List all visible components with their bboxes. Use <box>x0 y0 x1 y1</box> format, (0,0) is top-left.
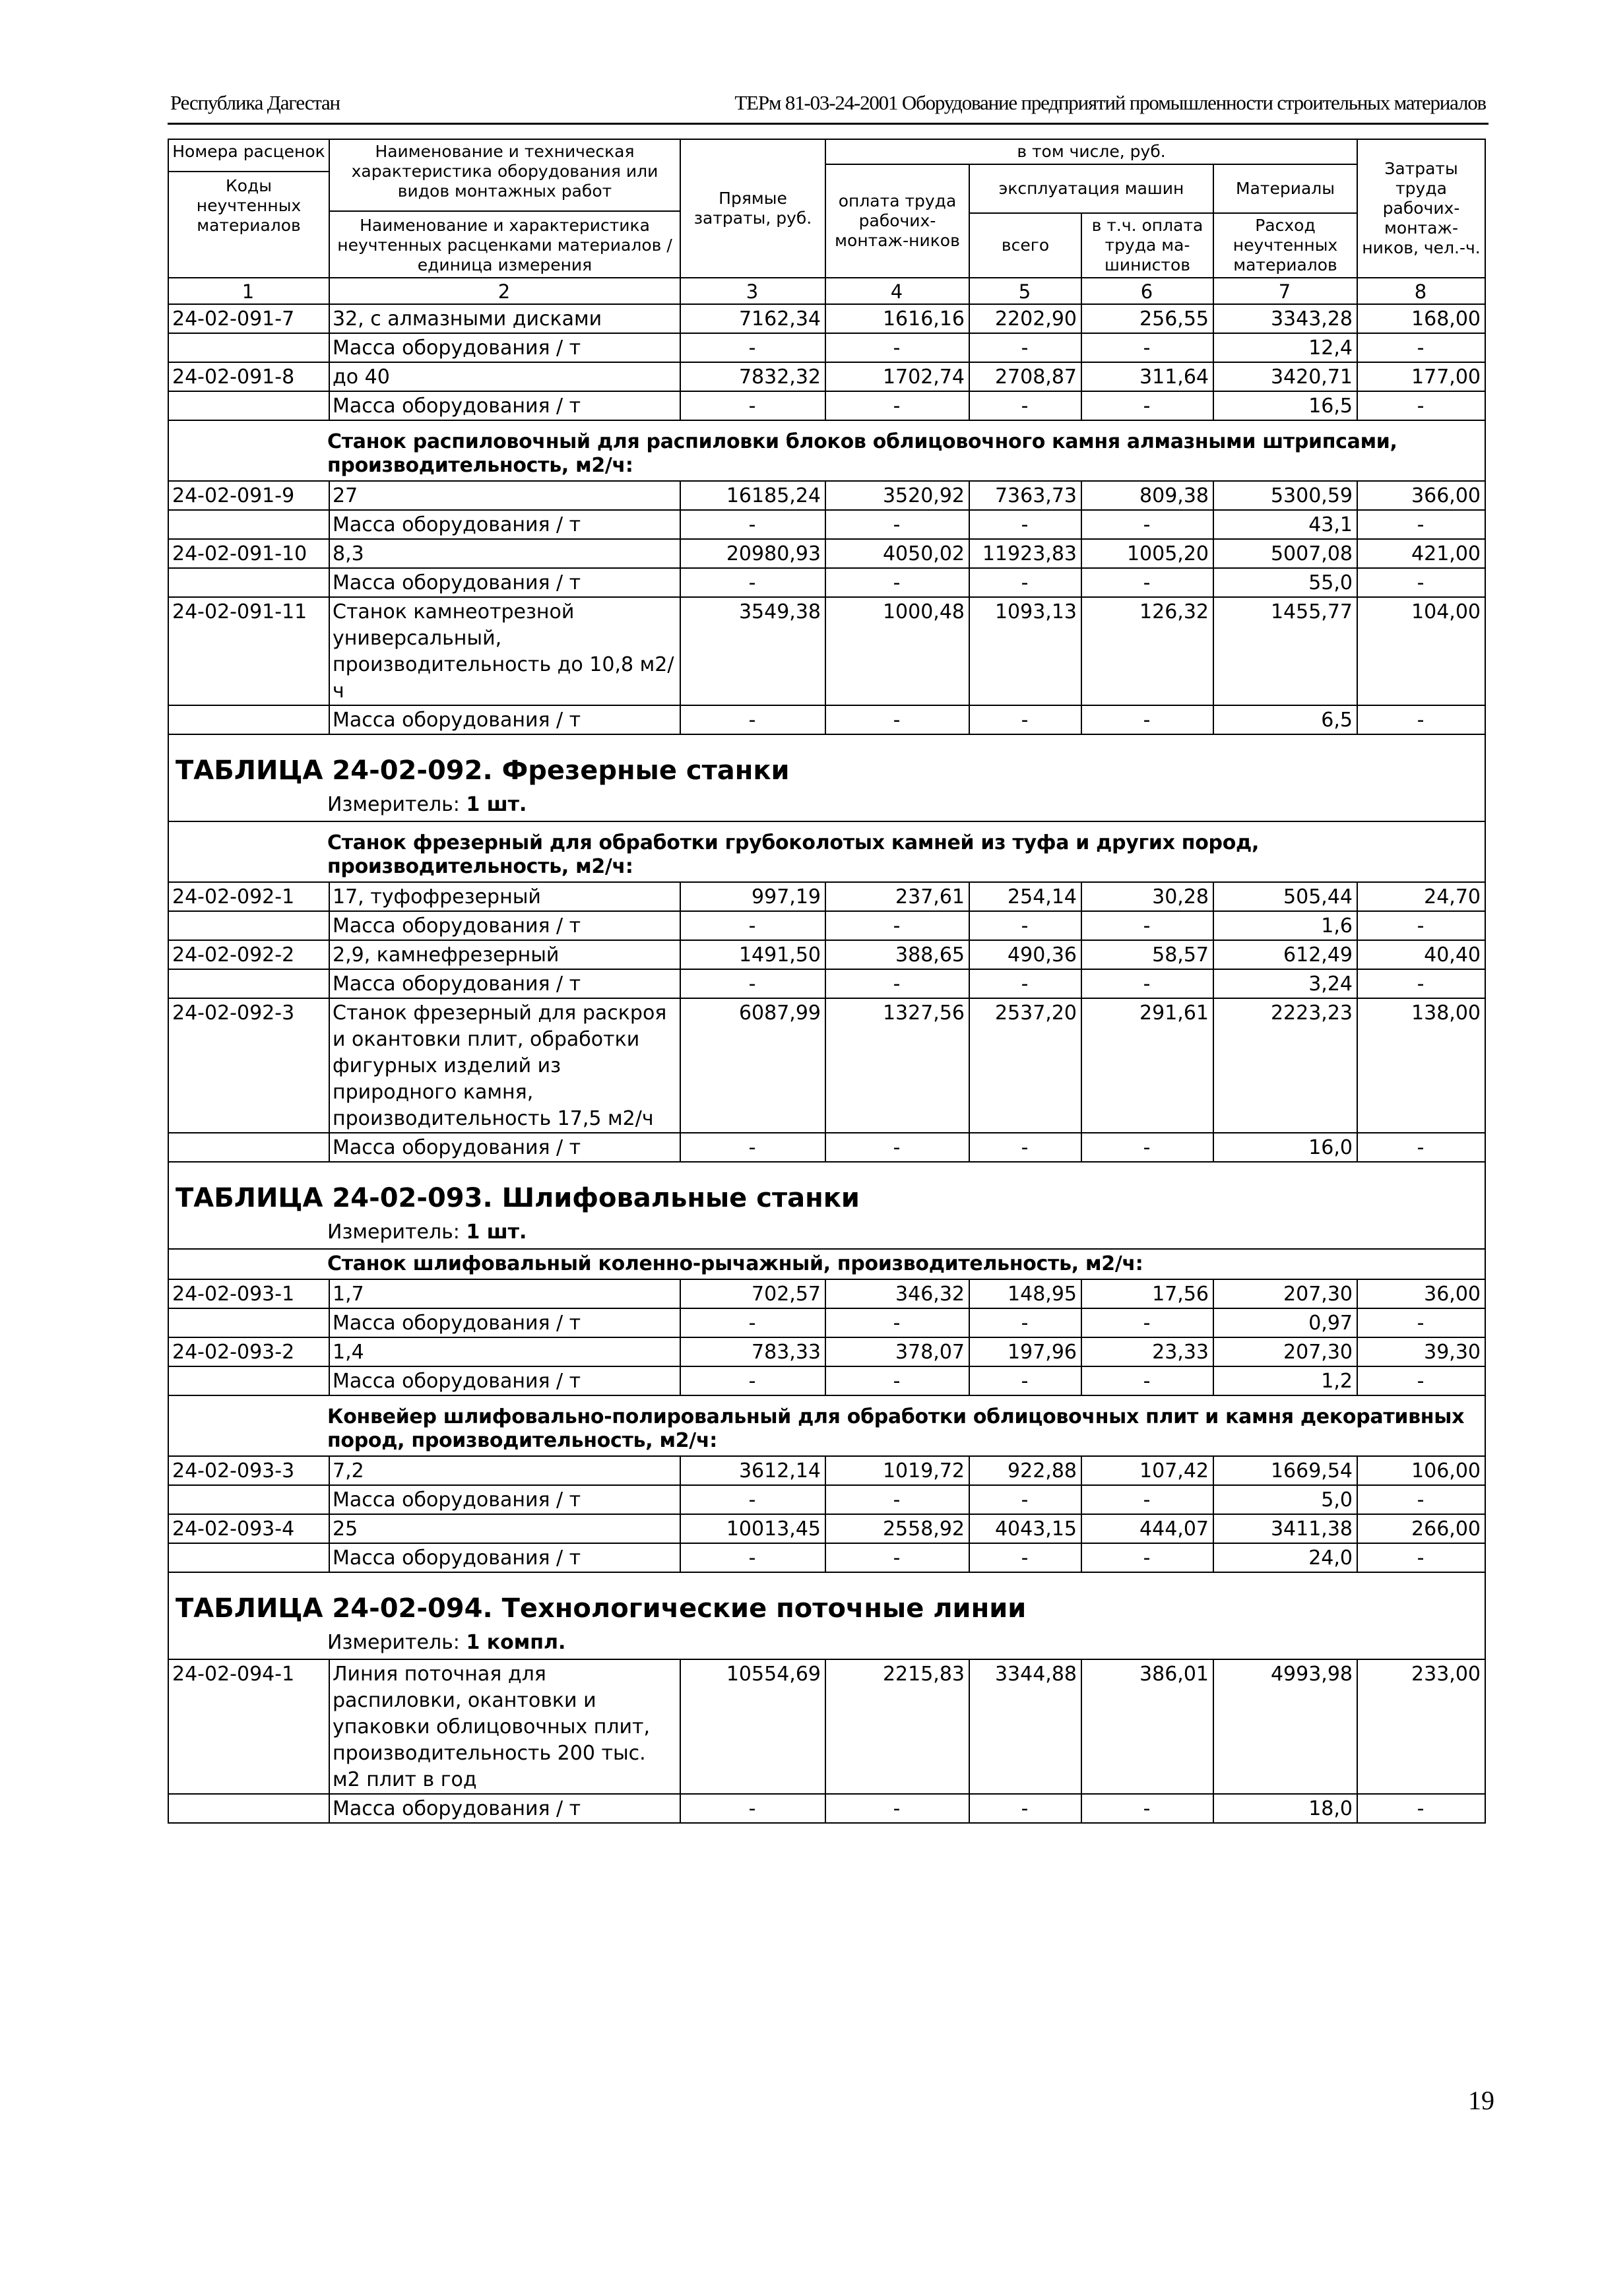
col1-header <box>168 139 329 278</box>
rate-code: 24-02-092-1 <box>168 882 329 911</box>
col1-header-bottom: Коды неучтенных материалов <box>196 176 302 235</box>
unit-value: 1 компл. <box>466 1631 566 1654</box>
dash-cell: - <box>680 969 825 998</box>
table-row <box>168 362 1485 391</box>
materials-cost: 3343,28 <box>1213 304 1357 333</box>
group-heading: Станок распиловочный для распиловки блоков облицовочного камня алмазными штрипсами, производительность, м2/ч: <box>168 420 1485 481</box>
empty-cell <box>168 1308 329 1337</box>
labor-hours: 24,70 <box>1357 882 1485 911</box>
mass-value: 1,6 <box>1213 911 1357 940</box>
header-divider <box>169 171 329 172</box>
dash-cell: - <box>680 1308 825 1337</box>
machine-cost: 3344,88 <box>969 1659 1081 1794</box>
labor-hours: 233,00 <box>1357 1659 1485 1794</box>
rate-name: 7,2 <box>329 1456 680 1485</box>
rate-name: 17, туфофрезерный <box>329 882 680 911</box>
labor-cost: 1019,72 <box>825 1456 969 1485</box>
mass-label: Масса оборудования / т <box>329 1366 680 1395</box>
dash-cell: - <box>969 391 1081 420</box>
rate-code: 24-02-092-2 <box>168 940 329 969</box>
col2-header-top: Наименование и техническая характеристика оборудования или видов монтажных работ <box>351 142 658 201</box>
table-title-cell <box>168 1162 1485 1249</box>
dash-cell: - <box>1081 1794 1213 1823</box>
unit-value: 1 шт. <box>466 1221 527 1244</box>
dash-cell: - <box>825 510 969 539</box>
group-heading: Конвейер шлифовально-полировальный для обработки облицовочных плит и камня декоративных пород, производительность, м2/ч: <box>168 1395 1485 1456</box>
dash-cell: - <box>969 1485 1081 1514</box>
labor-cost: 4050,02 <box>825 539 969 568</box>
table-row <box>168 998 1485 1133</box>
empty-cell <box>168 969 329 998</box>
empty-cell <box>168 1543 329 1572</box>
running-header-title: ТЕРм 81-03-24-2001 Оборудование предприятий промышленности строительных материалов <box>734 91 1486 114</box>
mass-label: Масса оборудования / т <box>329 333 680 362</box>
group-row <box>168 420 1485 481</box>
machine-cost: 1093,13 <box>969 597 1081 705</box>
dash-cell: - <box>969 1133 1081 1162</box>
dash-cell: - <box>680 1485 825 1514</box>
rate-name: Линия поточная для распиловки, окантовки и упаковки облицовочных плит, производительность 200 тыс. м2 плит в год <box>329 1659 680 1794</box>
rate-code: 24-02-091-10 <box>168 539 329 568</box>
dash-cell: - <box>1357 705 1485 734</box>
mass-row <box>168 1543 1485 1572</box>
column-number: 2 <box>329 278 680 304</box>
rate-code: 24-02-091-7 <box>168 304 329 333</box>
machine-cost: 254,14 <box>969 882 1081 911</box>
rate-name: 25 <box>329 1514 680 1543</box>
mass-value: 1,2 <box>1213 1366 1357 1395</box>
table-title-cell <box>168 734 1485 821</box>
dash-cell: - <box>680 1794 825 1823</box>
header-divider <box>330 210 680 212</box>
group-heading: Станок фрезерный для обработки грубоколотых камней из туфа и других пород, производительность, м2/ч: <box>168 821 1485 882</box>
direct-cost: 10013,45 <box>680 1514 825 1543</box>
unit-value: 1 шт. <box>466 793 527 816</box>
rate-code: 24-02-092-3 <box>168 998 329 1133</box>
running-header-region: Республика Дагестан <box>170 91 340 114</box>
dash-cell: - <box>1081 1133 1213 1162</box>
machine-cost: 197,96 <box>969 1337 1081 1366</box>
direct-cost: 16185,24 <box>680 481 825 510</box>
labor-hours: 168,00 <box>1357 304 1485 333</box>
mass-row <box>168 333 1485 362</box>
including-header: в том числе, руб. <box>825 139 1357 164</box>
dash-cell: - <box>1081 333 1213 362</box>
column-number: 4 <box>825 278 969 304</box>
table-unit <box>176 1630 1481 1656</box>
dash-cell: - <box>680 1133 825 1162</box>
dash-cell: - <box>1081 1543 1213 1572</box>
unit-label: Измеритель: <box>327 1631 460 1654</box>
col6-header: в т.ч. оплата труда ма-шинистов <box>1081 213 1213 278</box>
dash-cell: - <box>825 568 969 597</box>
direct-cost: 1491,50 <box>680 940 825 969</box>
mass-label: Масса оборудования / т <box>329 510 680 539</box>
materials-cost: 1455,77 <box>1213 597 1357 705</box>
table-header-row <box>168 139 1485 164</box>
mass-label: Масса оборудования / т <box>329 1133 680 1162</box>
dash-cell: - <box>825 333 969 362</box>
table-row <box>168 304 1485 333</box>
dash-cell: - <box>1081 1308 1213 1337</box>
dash-cell: - <box>969 705 1081 734</box>
mass-row <box>168 969 1485 998</box>
mass-value: 0,97 <box>1213 1308 1357 1337</box>
dash-cell: - <box>680 1366 825 1395</box>
dash-cell: - <box>1357 1308 1485 1337</box>
mass-value: 24,0 <box>1213 1543 1357 1572</box>
direct-cost: 6087,99 <box>680 998 825 1133</box>
dash-cell: - <box>825 1308 969 1337</box>
machinist-labor-cost: 444,07 <box>1081 1514 1213 1543</box>
column-number: 7 <box>1213 278 1357 304</box>
rate-name: 2,9, камнефрезерный <box>329 940 680 969</box>
labor-hours: 266,00 <box>1357 1514 1485 1543</box>
rate-name: Станок камнеотрезной универсальный, производительность до 10,8 м2/ч <box>329 597 680 705</box>
dash-cell: - <box>680 510 825 539</box>
machine-cost: 490,36 <box>969 940 1081 969</box>
col8-header: Затраты труда рабочих-монтаж-ников, чел.-ч. <box>1357 139 1485 278</box>
labor-cost: 1616,16 <box>825 304 969 333</box>
dash-cell: - <box>1357 1543 1485 1572</box>
labor-cost: 346,32 <box>825 1279 969 1308</box>
header-rule <box>168 123 1489 125</box>
empty-cell <box>168 333 329 362</box>
labor-cost: 1702,74 <box>825 362 969 391</box>
dash-cell: - <box>1357 1794 1485 1823</box>
table-row <box>168 1659 1485 1794</box>
materials-header: Материалы <box>1213 164 1357 213</box>
machinist-labor-cost: 291,61 <box>1081 998 1213 1133</box>
dash-cell: - <box>969 333 1081 362</box>
materials-cost: 505,44 <box>1213 882 1357 911</box>
col2-header <box>329 139 680 278</box>
direct-cost: 20980,93 <box>680 539 825 568</box>
table-row <box>168 1337 1485 1366</box>
machinist-labor-cost: 386,01 <box>1081 1659 1213 1794</box>
dash-cell: - <box>680 391 825 420</box>
machinist-labor-cost: 1005,20 <box>1081 539 1213 568</box>
mass-row <box>168 911 1485 940</box>
machinist-labor-cost: 30,28 <box>1081 882 1213 911</box>
mass-label: Масса оборудования / т <box>329 911 680 940</box>
mass-row <box>168 391 1485 420</box>
materials-cost: 207,30 <box>1213 1337 1357 1366</box>
machinist-labor-cost: 311,64 <box>1081 362 1213 391</box>
rate-code: 24-02-093-3 <box>168 1456 329 1485</box>
materials-cost: 2223,23 <box>1213 998 1357 1133</box>
labor-cost: 1327,56 <box>825 998 969 1133</box>
dash-cell: - <box>680 1543 825 1572</box>
dash-cell: - <box>825 969 969 998</box>
dash-cell: - <box>1357 568 1485 597</box>
dash-cell: - <box>680 333 825 362</box>
labor-cost: 1000,48 <box>825 597 969 705</box>
rates-table <box>168 139 1486 1824</box>
empty-cell <box>168 391 329 420</box>
mass-value: 55,0 <box>1213 568 1357 597</box>
column-number: 5 <box>969 278 1081 304</box>
group-heading: Станок шлифовальный коленно-рычажный, производительность, м2/ч: <box>168 1249 1485 1279</box>
table-title: ТАБЛИЦА 24-02-094. Технологические поточные линии <box>176 1593 1027 1624</box>
empty-cell <box>168 510 329 539</box>
direct-cost: 7832,32 <box>680 362 825 391</box>
dash-cell: - <box>680 911 825 940</box>
labor-hours: 106,00 <box>1357 1456 1485 1485</box>
dash-cell: - <box>1357 911 1485 940</box>
empty-cell <box>168 568 329 597</box>
table-row <box>168 940 1485 969</box>
machinist-labor-cost: 256,55 <box>1081 304 1213 333</box>
rate-code: 24-02-094-1 <box>168 1659 329 1794</box>
labor-hours: 36,00 <box>1357 1279 1485 1308</box>
materials-cost: 1669,54 <box>1213 1456 1357 1485</box>
dash-cell: - <box>1081 1485 1213 1514</box>
machine-cost: 11923,83 <box>969 539 1081 568</box>
materials-cost: 5007,08 <box>1213 539 1357 568</box>
direct-cost: 10554,69 <box>680 1659 825 1794</box>
direct-cost: 702,57 <box>680 1279 825 1308</box>
rate-code: 24-02-093-2 <box>168 1337 329 1366</box>
dash-cell: - <box>1081 568 1213 597</box>
mass-row <box>168 568 1485 597</box>
mass-label: Масса оборудования / т <box>329 1543 680 1572</box>
empty-cell <box>168 1794 329 1823</box>
mass-label: Масса оборудования / т <box>329 969 680 998</box>
mass-label: Масса оборудования / т <box>329 1794 680 1823</box>
table-title-row <box>168 734 1485 821</box>
table-unit <box>176 1219 1481 1246</box>
table-title: ТАБЛИЦА 24-02-092. Фрезерные станки <box>176 755 790 786</box>
column-number: 8 <box>1357 278 1485 304</box>
dash-cell: - <box>1081 510 1213 539</box>
mass-row <box>168 1794 1485 1823</box>
dash-cell: - <box>1357 1366 1485 1395</box>
dash-cell: - <box>1081 705 1213 734</box>
rate-name: 8,3 <box>329 539 680 568</box>
materials-cost: 612,49 <box>1213 940 1357 969</box>
direct-cost: 7162,34 <box>680 304 825 333</box>
dash-cell: - <box>1357 969 1485 998</box>
direct-cost: 3612,14 <box>680 1456 825 1485</box>
dash-cell: - <box>969 568 1081 597</box>
labor-cost: 237,61 <box>825 882 969 911</box>
table-title-cell <box>168 1572 1485 1659</box>
empty-cell <box>168 1485 329 1514</box>
dash-cell: - <box>1081 391 1213 420</box>
rate-name: Станок фрезерный для раскроя и окантовки плит, обработки фигурных изделий из природного камня, производительность 17,5 м2/ч <box>329 998 680 1133</box>
dash-cell: - <box>969 1366 1081 1395</box>
mass-label: Масса оборудования / т <box>329 391 680 420</box>
materials-cost: 5300,59 <box>1213 481 1357 510</box>
labor-cost: 2215,83 <box>825 1659 969 1794</box>
dash-cell: - <box>1081 1366 1213 1395</box>
mass-row <box>168 510 1485 539</box>
table-row <box>168 597 1485 705</box>
unit-label: Измеритель: <box>327 793 460 816</box>
mass-value: 6,5 <box>1213 705 1357 734</box>
table-title: ТАБЛИЦА 24-02-093. Шлифовальные станки <box>176 1183 860 1213</box>
machinist-labor-cost: 58,57 <box>1081 940 1213 969</box>
rate-name: 1,7 <box>329 1279 680 1308</box>
mass-row <box>168 1308 1485 1337</box>
machinist-labor-cost: 17,56 <box>1081 1279 1213 1308</box>
dash-cell: - <box>680 705 825 734</box>
dash-cell: - <box>825 1133 969 1162</box>
mass-value: 43,1 <box>1213 510 1357 539</box>
dash-cell: - <box>825 1485 969 1514</box>
dash-cell: - <box>1081 911 1213 940</box>
labor-hours: 421,00 <box>1357 539 1485 568</box>
rate-name: до 40 <box>329 362 680 391</box>
dash-cell: - <box>969 510 1081 539</box>
mass-value: 5,0 <box>1213 1485 1357 1514</box>
dash-cell: - <box>825 1794 969 1823</box>
page-number: 19 <box>1468 2086 1494 2115</box>
mass-label: Масса оборудования / т <box>329 1485 680 1514</box>
labor-cost: 378,07 <box>825 1337 969 1366</box>
mass-value: 18,0 <box>1213 1794 1357 1823</box>
materials-cost: 4993,98 <box>1213 1659 1357 1794</box>
col4-header: оплата труда рабочих-монтаж-ников <box>825 164 969 278</box>
labor-hours: 366,00 <box>1357 481 1485 510</box>
table-title-row <box>168 1572 1485 1659</box>
labor-hours: 177,00 <box>1357 362 1485 391</box>
column-number: 3 <box>680 278 825 304</box>
labor-hours: 40,40 <box>1357 940 1485 969</box>
rate-code: 24-02-091-9 <box>168 481 329 510</box>
materials-cost: 3420,71 <box>1213 362 1357 391</box>
dash-cell: - <box>825 1366 969 1395</box>
mass-row <box>168 1485 1485 1514</box>
table-row <box>168 1514 1485 1543</box>
table-row <box>168 539 1485 568</box>
mass-label: Масса оборудования / т <box>329 705 680 734</box>
col3-header: Прямые затраты, руб. <box>680 139 825 278</box>
direct-cost: 3549,38 <box>680 597 825 705</box>
column-number-row <box>168 278 1485 304</box>
rate-code: 24-02-093-1 <box>168 1279 329 1308</box>
mass-label: Масса оборудования / т <box>329 568 680 597</box>
dash-cell: - <box>1357 1133 1485 1162</box>
column-number: 1 <box>168 278 329 304</box>
group-row <box>168 1395 1485 1456</box>
dash-cell: - <box>1081 969 1213 998</box>
dash-cell: - <box>969 1794 1081 1823</box>
dash-cell: - <box>969 1543 1081 1572</box>
empty-cell <box>168 911 329 940</box>
machine-cost: 2202,90 <box>969 304 1081 333</box>
col2-header-bottom: Наименование и характеристика неучтенных расценками материалов / единица измерения <box>337 216 672 274</box>
group-row <box>168 821 1485 882</box>
mass-row <box>168 705 1485 734</box>
rate-name: 27 <box>329 481 680 510</box>
group-row <box>168 1249 1485 1279</box>
mass-value: 3,24 <box>1213 969 1357 998</box>
machine-cost: 2708,87 <box>969 362 1081 391</box>
machine-cost: 4043,15 <box>969 1514 1081 1543</box>
rate-name: 32, с алмазными дисками <box>329 304 680 333</box>
table-row <box>168 1456 1485 1485</box>
table-row <box>168 1279 1485 1308</box>
dash-cell: - <box>969 969 1081 998</box>
dash-cell: - <box>1357 391 1485 420</box>
dash-cell: - <box>969 911 1081 940</box>
dash-cell: - <box>1357 1485 1485 1514</box>
column-number: 6 <box>1081 278 1213 304</box>
mass-row <box>168 1366 1485 1395</box>
mass-row <box>168 1133 1485 1162</box>
rate-name: 1,4 <box>329 1337 680 1366</box>
dash-cell: - <box>1357 510 1485 539</box>
dash-cell: - <box>825 911 969 940</box>
labor-hours: 138,00 <box>1357 998 1485 1133</box>
labor-cost: 2558,92 <box>825 1514 969 1543</box>
machine-cost: 2537,20 <box>969 998 1081 1133</box>
rate-code: 24-02-091-8 <box>168 362 329 391</box>
direct-cost: 783,33 <box>680 1337 825 1366</box>
col1-header-top: Номера расценок <box>172 142 325 161</box>
mass-value: 16,5 <box>1213 391 1357 420</box>
mass-value: 12,4 <box>1213 333 1357 362</box>
col7-header: Расход неучтенных материалов <box>1213 213 1357 278</box>
unit-label: Измеритель: <box>327 1221 460 1244</box>
rate-code: 24-02-091-11 <box>168 597 329 705</box>
dash-cell: - <box>1357 333 1485 362</box>
direct-cost: 997,19 <box>680 882 825 911</box>
materials-cost: 3411,38 <box>1213 1514 1357 1543</box>
table-unit <box>176 792 1481 818</box>
mass-value: 16,0 <box>1213 1133 1357 1162</box>
table-row <box>168 882 1485 911</box>
machines-header: эксплуатация машин <box>969 164 1213 213</box>
empty-cell <box>168 1366 329 1395</box>
table-title-row <box>168 1162 1485 1249</box>
labor-hours: 104,00 <box>1357 597 1485 705</box>
rate-code: 24-02-093-4 <box>168 1514 329 1543</box>
materials-cost: 207,30 <box>1213 1279 1357 1308</box>
machine-cost: 7363,73 <box>969 481 1081 510</box>
dash-cell: - <box>825 705 969 734</box>
machinist-labor-cost: 107,42 <box>1081 1456 1213 1485</box>
empty-cell <box>168 1133 329 1162</box>
machinist-labor-cost: 126,32 <box>1081 597 1213 705</box>
labor-cost: 3520,92 <box>825 481 969 510</box>
labor-hours: 39,30 <box>1357 1337 1485 1366</box>
mass-label: Масса оборудования / т <box>329 1308 680 1337</box>
empty-cell <box>168 705 329 734</box>
dash-cell: - <box>680 568 825 597</box>
machinist-labor-cost: 23,33 <box>1081 1337 1213 1366</box>
labor-cost: 388,65 <box>825 940 969 969</box>
dash-cell: - <box>825 391 969 420</box>
machine-cost: 148,95 <box>969 1279 1081 1308</box>
dash-cell: - <box>825 1543 969 1572</box>
col5-header: всего <box>969 213 1081 278</box>
table-row <box>168 481 1485 510</box>
dash-cell: - <box>969 1308 1081 1337</box>
machine-cost: 922,88 <box>969 1456 1081 1485</box>
machinist-labor-cost: 809,38 <box>1081 481 1213 510</box>
